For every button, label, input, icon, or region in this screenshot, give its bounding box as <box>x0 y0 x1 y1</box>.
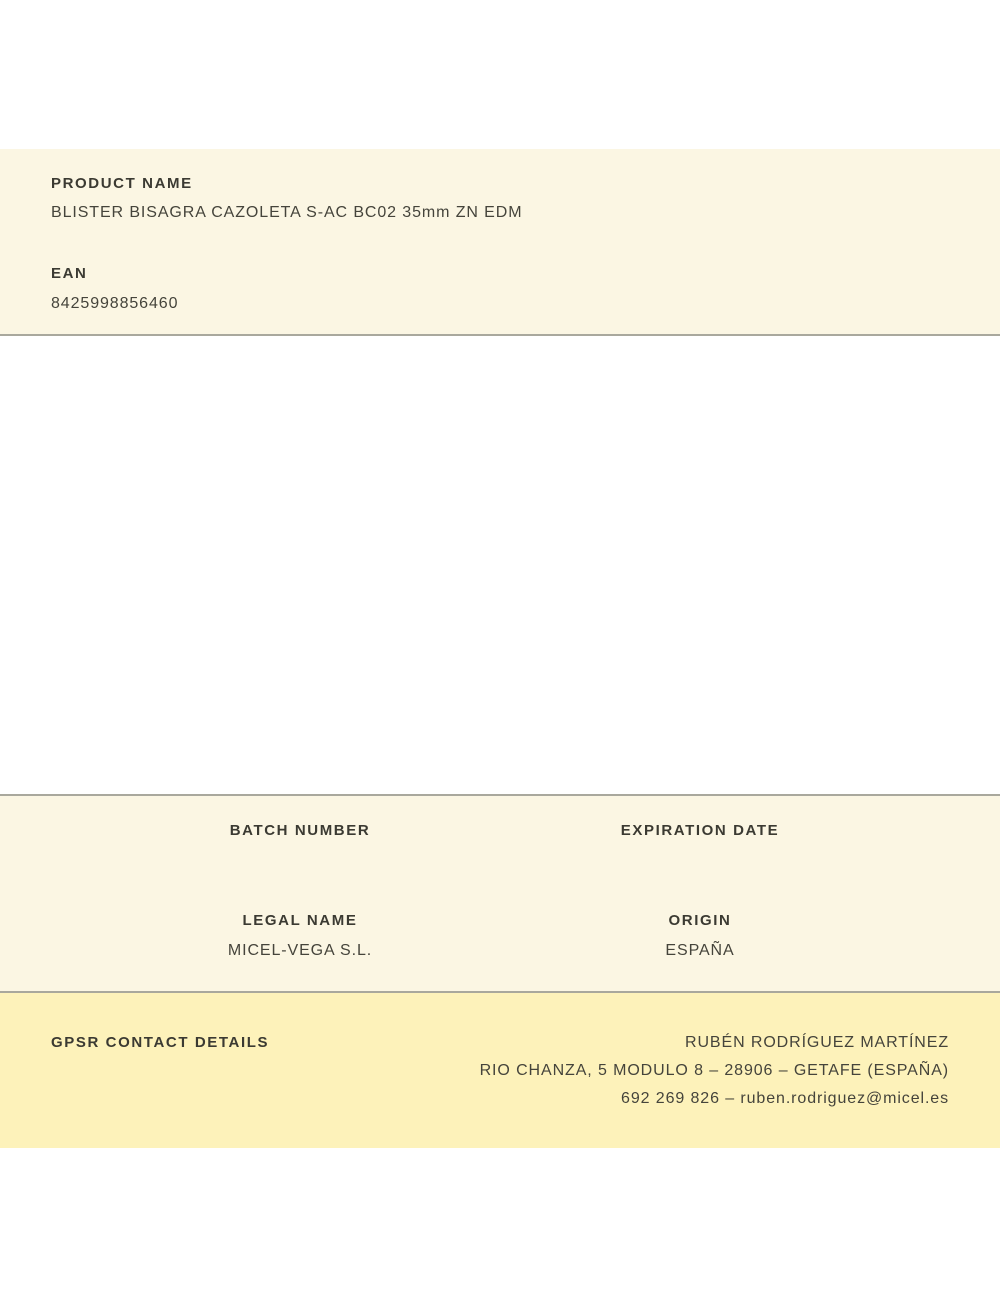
origin-value: ESPAÑA <box>665 942 735 959</box>
batch-legal-section <box>0 794 1000 993</box>
gpsr-contact-phone-email: 692 269 826 – ruben.rodriguez@micel.es <box>621 1090 949 1107</box>
legal-name-value: MICEL-VEGA S.L. <box>227 942 373 959</box>
ean-label: EAN <box>51 265 88 282</box>
legal-name-column <box>100 912 500 960</box>
legal-name-label: LEGAL NAME <box>242 912 358 929</box>
product-name-label: PRODUCT NAME <box>51 175 193 192</box>
expiration-date-label: EXPIRATION DATE <box>620 822 780 839</box>
gpsr-contact-section <box>0 993 1000 1148</box>
origin-label: ORIGIN <box>668 912 732 929</box>
expiration-date-column <box>500 822 900 840</box>
batch-expiration-row <box>100 822 900 840</box>
product-info-section <box>0 149 1000 336</box>
origin-column <box>500 912 900 960</box>
gpsr-contact-block <box>480 1029 949 1113</box>
batch-number-label: BATCH NUMBER <box>229 822 371 839</box>
product-name-value: BLISTER BISAGRA CAZOLETA S-AC BC02 35mm ZN EDM <box>51 204 523 221</box>
gpsr-contact-details-label: GPSR CONTACT DETAILS <box>51 1034 270 1051</box>
ean-value: 8425998856460 <box>51 295 179 312</box>
gpsr-contact-address: RIO CHANZA, 5 MODULO 8 – 28906 – GETAFE (ESPAÑA) <box>479 1062 949 1079</box>
gpsr-contact-name: RUBÉN RODRÍGUEZ MARTÍNEZ <box>685 1034 949 1051</box>
batch-number-column <box>100 822 500 840</box>
legal-origin-row <box>100 912 900 960</box>
